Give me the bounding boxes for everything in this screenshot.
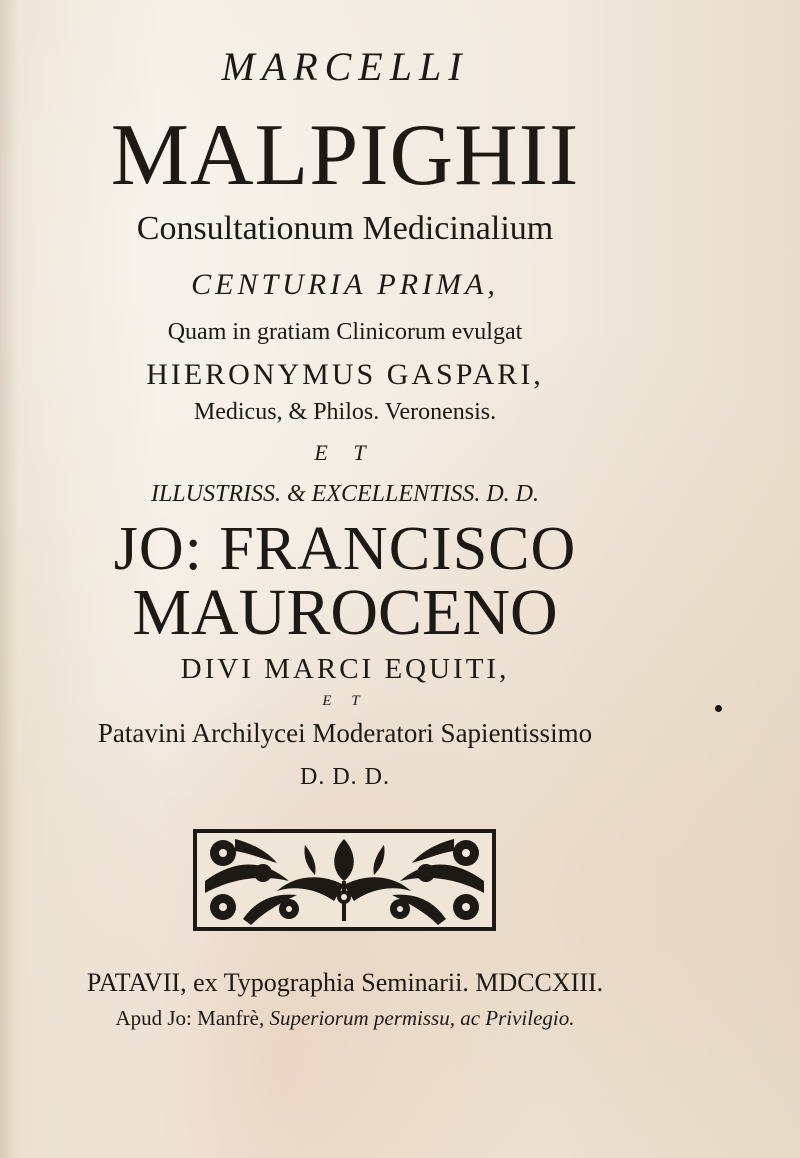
honorific-line: ILLUSTRISS. & EXCELLENTISS. D. D.	[150, 481, 540, 507]
dedicatee-role: Patavini Archilycei Moderatori Sapientissimo	[97, 718, 593, 748]
author-last-name: MALPIGHII	[110, 107, 580, 204]
imprint-permission: Superiorum permissu, ac Privilegio.	[269, 1006, 575, 1030]
ink-speck-icon	[715, 705, 722, 712]
dedicatee-title: DIVI MARCI EQUITI,	[180, 653, 510, 685]
author-first-name: MARCELLI	[221, 44, 469, 89]
editor-description: Medicus, & Philos. Veronensis.	[193, 399, 497, 425]
et-conjunction: E T	[314, 440, 376, 465]
dedicatee-first-name: JO: FRANCISCO	[113, 515, 577, 583]
work-title: Consultationum Medicinalium	[136, 210, 554, 247]
centuria-line: CENTURIA PRIMA,	[191, 268, 499, 301]
editor-name: HIERONYMUS GASPARI,	[146, 358, 544, 391]
imprint-bookseller-line	[0, 1008, 690, 1029]
et-conjunction-small: E T	[322, 693, 368, 709]
dedication-formula: D. D. D.	[300, 764, 390, 790]
imprint-place-printer: PATAVII, ex Typographia Seminarii. MDCCXIII.	[86, 968, 604, 997]
purpose-line: Quam in gratiam Clinicorum evulgat	[167, 319, 523, 345]
floral-ornament-icon	[193, 829, 496, 931]
dedicatee-last-name: MAUROCENO	[132, 576, 558, 649]
imprint-bookseller: Apud Jo: Manfrè,	[115, 1006, 265, 1030]
